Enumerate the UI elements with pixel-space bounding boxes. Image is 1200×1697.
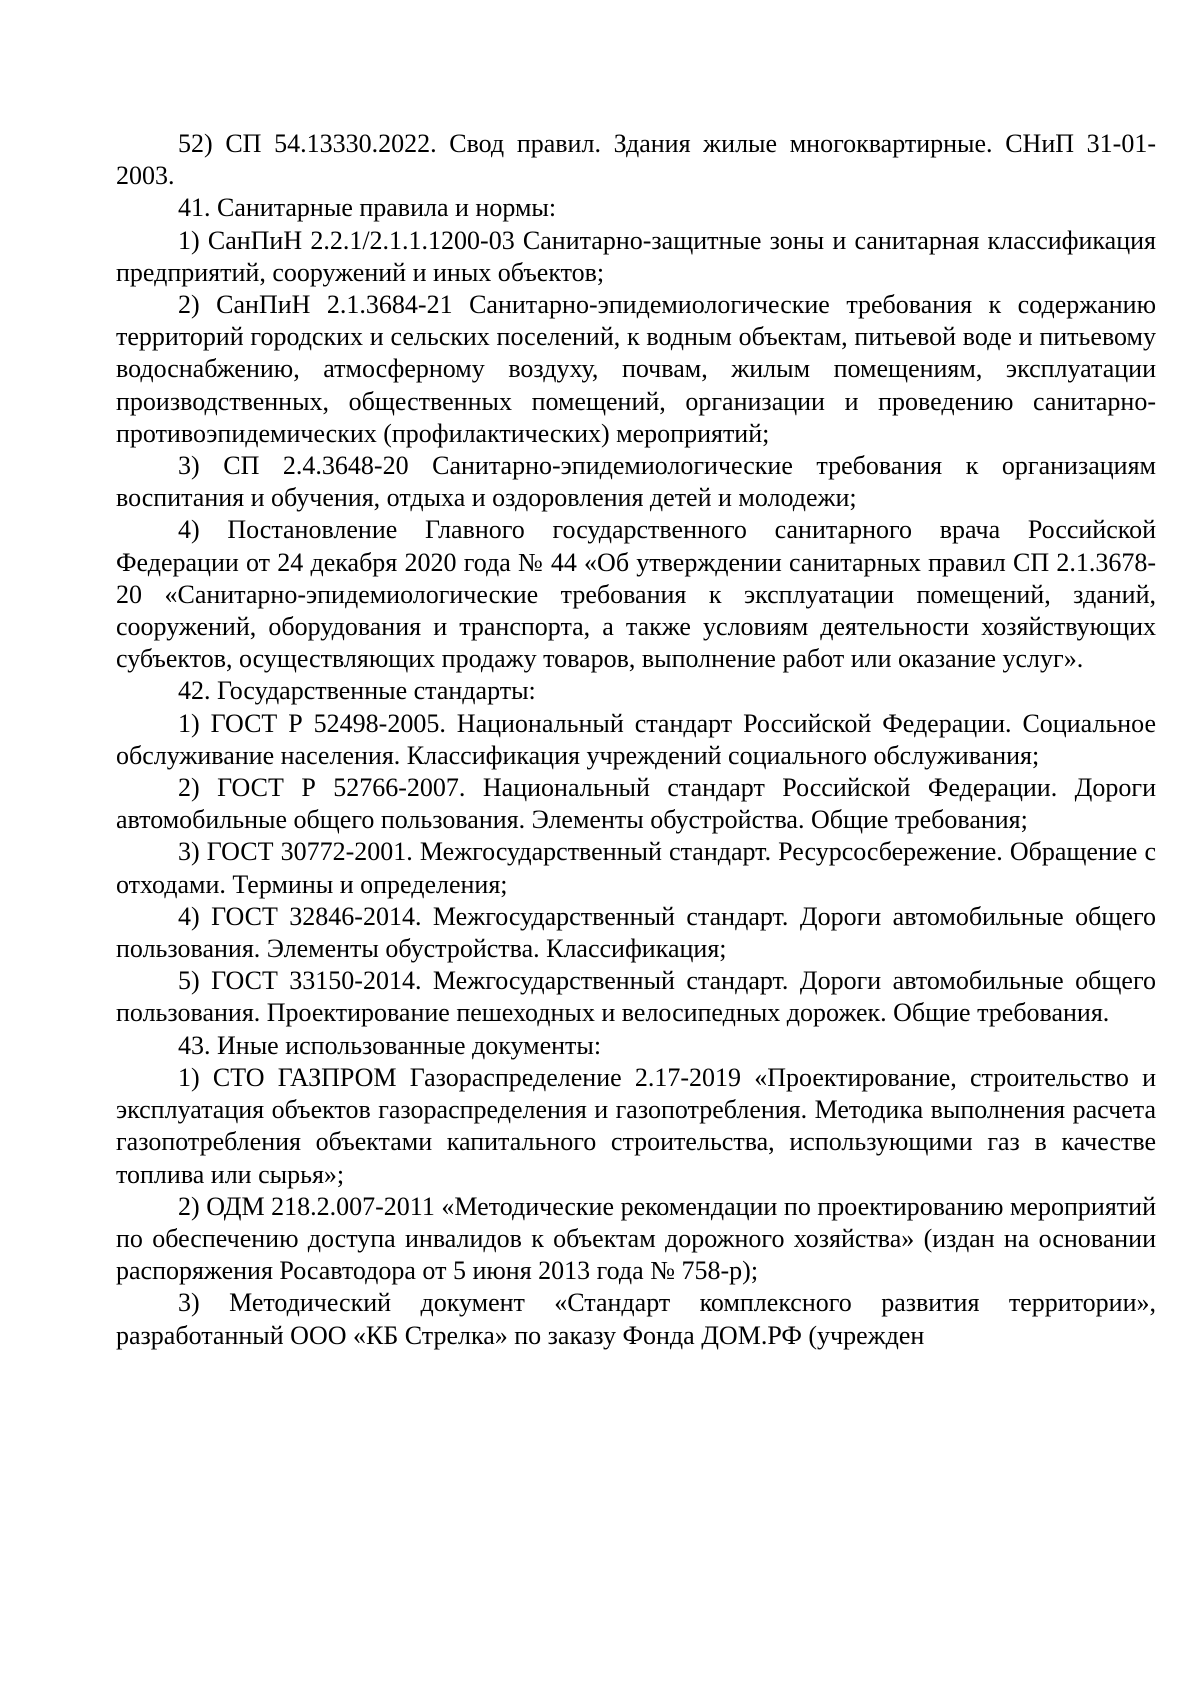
- item-41-4: 4) Постановление Главного государственного санитарного врача Российской Федерации от 24 декабря 2020 года № 44 «Об утверждении санитарных правил СП 2.1.3678-20 «Санитарно-эпидемиологические требования к эксплуатации помещений, зданий, сооружений, оборудования и транспорта, а также условиям деятельности хозяйствующих субъектов, осуществляющих продажу товаров, выполнение работ или оказание услуг».: [116, 515, 1156, 674]
- item-43-3: 3) Методический документ «Стандарт комплексного развития территории», разработанный ООО «КБ Стрелка» по заказу Фонда ДОМ.РФ (учрежден: [116, 1288, 1156, 1350]
- section-42-heading: 42. Государственные стандарты:: [178, 676, 536, 706]
- item-42-2: 2) ГОСТ Р 52766-2007. Национальный стандарт Российской Федерации. Дороги автомобильные общего пользования. Элементы обустройства. Общие требования;: [116, 773, 1156, 835]
- section-41-heading: 41. Санитарные правила и нормы:: [178, 193, 557, 223]
- item-42-3: 3) ГОСТ 30772-2001. Межгосударственный стандарт. Ресурсосбережение. Обращение с отходами. Термины и определения;: [116, 837, 1156, 899]
- item-41-3: 3) СП 2.4.3648-20 Санитарно-эпидемиологические требования к организациям воспитания и обучения, отдыха и оздоровления детей и молодежи;: [116, 451, 1156, 513]
- item-42-4: 4) ГОСТ 32846-2014. Межгосударственный стандарт. Дороги автомобильные общего пользования. Элементы обустройства. Классификация;: [116, 901, 1156, 964]
- section-43-heading: 43. Иные использованные документы:: [178, 1030, 602, 1060]
- item-52-sp-54: 52) СП 54.13330.2022. Свод правил. Здания жилые многоквартирные. СНиП 31-01-2003.: [116, 129, 1156, 191]
- item-43-1: 1) СТО ГАЗПРОМ Газораспределение 2.17-2019 «Проектирование, строительство и эксплуатация объектов газораспределения и газопотребления. Методика выполнения расчета газопотребления объектами капитального строительства, использующими газ в качестве топлива или сырья»;: [116, 1062, 1156, 1189]
- item-42-5: 5) ГОСТ 33150-2014. Межгосударственный стандарт. Дороги автомобильные общего пользования. Проектирование пешеходных и велосипедных дорожек. Общие требования.: [116, 966, 1156, 1028]
- document-page: [116, 128, 1156, 1352]
- item-42-1: 1) ГОСТ Р 52498-2005. Национальный стандарт Российской Федерации. Социальное обслуживание населения. Классификация учреждений социального обслуживания;: [116, 708, 1156, 770]
- item-41-2: 2) СанПиН 2.1.3684-21 Санитарно-эпидемиологические требования к содержанию территорий городских и сельских поселений, к водным объектам, питьевой воде и питьевому водоснабжению, атмосферному воздуху, почвам, жилым помещениям, эксплуатации производственных, общественных помещений, организации и проведению санитарно-противоэпидемических (профилактических) мероприятий;: [116, 290, 1156, 448]
- item-41-1: 1) СанПиН 2.2.1/2.1.1.1200-03 Санитарно-защитные зоны и санитарная классификация предприятий, сооружений и иных объектов;: [116, 225, 1156, 287]
- item-43-2: 2) ОДМ 218.2.007-2011 «Методические рекомендации по проектированию мероприятий по обеспечению доступа инвалидов к объектам дорожного хозяйства» (издан на основании распоряжения Росавтодора от 5 июня 2013 года № 758-р);: [116, 1191, 1156, 1286]
